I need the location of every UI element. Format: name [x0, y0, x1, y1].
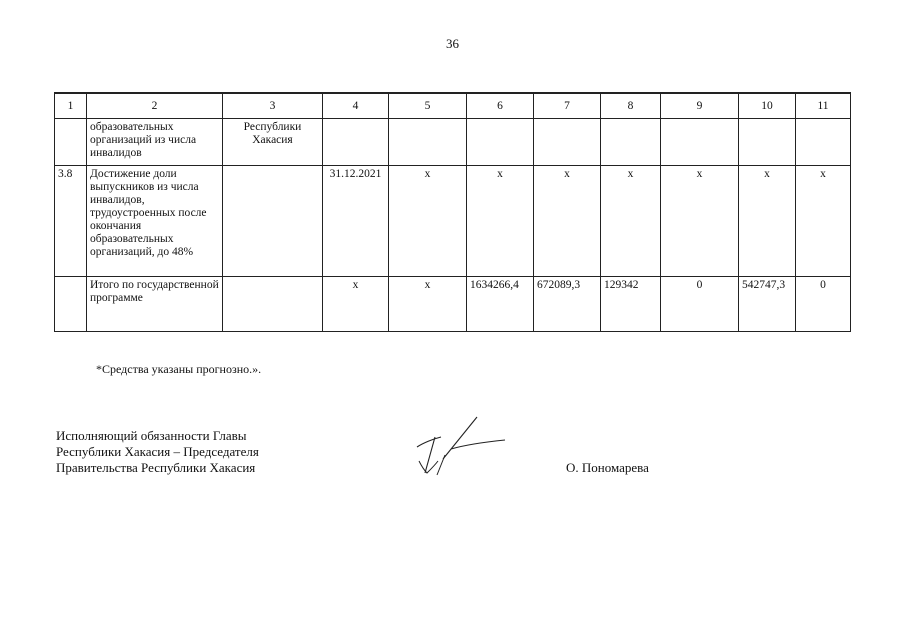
footnote: *Средства указаны прогнозно.». — [96, 362, 262, 376]
table-cell: х — [389, 277, 467, 332]
table-cell — [796, 119, 851, 166]
table-cell: х — [796, 166, 851, 277]
signer-title-line: Республики Хакасия – Председателя — [56, 444, 259, 459]
table-header-row — [55, 93, 851, 119]
signer-name: О. Пономарева — [566, 460, 649, 475]
signer-title-line: Правительства Республики Хакасия — [56, 460, 256, 475]
table-cell: 542747,3 — [739, 277, 796, 332]
header-cell: 9 — [661, 93, 739, 119]
table-cell — [467, 119, 534, 166]
table-cell — [601, 119, 661, 166]
table-cell: 0 — [661, 277, 739, 332]
table-cell: Достижение доли выпускников из числа инвалидов, трудоустроенных после окончания образовательных организаций, до 48% — [87, 166, 223, 277]
table-cell: 31.12.2021 — [323, 166, 389, 277]
table-cell: х — [534, 166, 601, 277]
signer-title — [56, 428, 259, 476]
table-cell: х — [601, 166, 661, 277]
table-cell — [323, 119, 389, 166]
table-cell: Итого по государственной программе — [87, 277, 223, 332]
table-cell — [661, 119, 739, 166]
header-cell: 3 — [223, 93, 323, 119]
table-cell — [55, 119, 87, 166]
table-cell — [223, 166, 323, 277]
page-number: 36 — [446, 36, 459, 51]
table-row — [55, 166, 851, 277]
table-cell: Республики Хакасия — [223, 119, 323, 166]
table-cell — [223, 277, 323, 332]
header-cell: 6 — [467, 93, 534, 119]
table-cell — [534, 119, 601, 166]
table-cell — [389, 119, 467, 166]
table-row — [55, 277, 851, 332]
table-cell: х — [389, 166, 467, 277]
table-cell: 1634266,4 — [467, 277, 534, 332]
header-cell: 8 — [601, 93, 661, 119]
handwritten-signature — [405, 415, 515, 485]
header-cell: 11 — [796, 93, 851, 119]
header-cell: 10 — [739, 93, 796, 119]
table-cell — [55, 277, 87, 332]
table-cell: х — [323, 277, 389, 332]
header-cell: 4 — [323, 93, 389, 119]
table-cell: х — [467, 166, 534, 277]
table-cell: х — [739, 166, 796, 277]
header-cell: 7 — [534, 93, 601, 119]
header-cell: 1 — [55, 93, 87, 119]
signer-title-line: Исполняющий обязанности Главы — [56, 428, 247, 443]
table-cell: 672089,3 — [534, 277, 601, 332]
table-cell: 0 — [796, 277, 851, 332]
table-cell: 3.8 — [55, 166, 87, 277]
table-cell: 129342 — [601, 277, 661, 332]
table-cell: х — [661, 166, 739, 277]
budget-table — [54, 92, 851, 332]
header-cell: 2 — [87, 93, 223, 119]
table-cell — [739, 119, 796, 166]
table-row — [55, 119, 851, 166]
header-cell: 5 — [389, 93, 467, 119]
table-cell: образовательных организаций из числа инвалидов — [87, 119, 223, 166]
